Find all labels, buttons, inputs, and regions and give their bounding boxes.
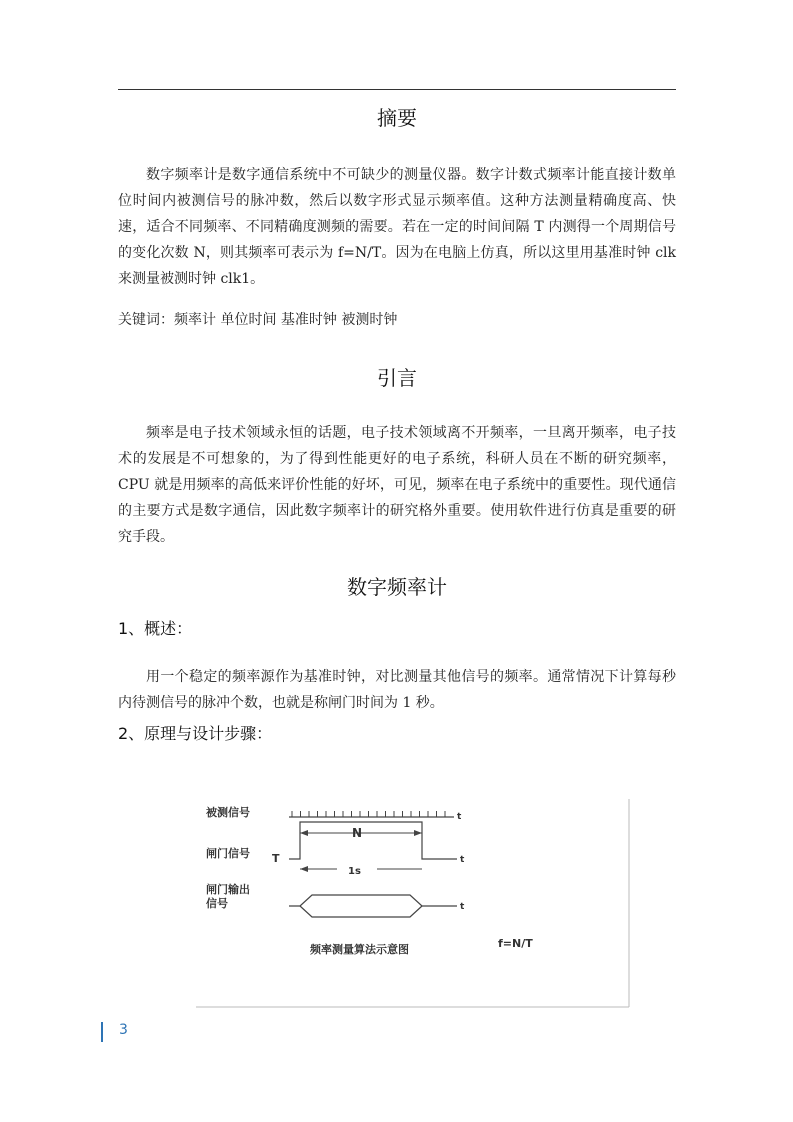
gate-output-t: t bbox=[460, 902, 465, 912]
gate-signal-t: t bbox=[460, 855, 465, 865]
section-1-title: 1、概述： bbox=[118, 619, 193, 638]
gate-output-label-1: 闸门输出 bbox=[206, 883, 250, 896]
timing-diagram-svg bbox=[192, 795, 633, 1010]
figure-caption: 频率测量算法示意图 bbox=[310, 943, 409, 956]
timing-diagram bbox=[192, 795, 633, 1010]
gate-signal-t-label: T bbox=[272, 852, 280, 865]
abstract-body: 数字频率计是数字通信系统中不可缺少的测量仪器。数字计数式频率计能直接计数单位时间内被测信号的脉冲数，然后以数字形式显示频率值。这种方法测量精确度高、快速，适合不同频率、不同精确度测频的需要。若在一定的时间间隔 T 内测得一个周期信号的变化次数 N，则其频率可表示为 f=N/T。因为在电脑上仿真，所以这里用基准时钟 clk 来测量被测时钟 clk1。 bbox=[118, 167, 676, 287]
intro-body: 频率是电子技术领域永恒的话题，电子技术领域离不开频率，一旦离开频率，电子技术的发展是不可想象的，为了得到性能更好的电子系统，科研人员在不断的研究频率，CPU 就是用频率的高低来评价性能的好坏，可见，频率在电子系统中的重要性。现代通信的主要方式是数字通信，因此数字频率计的研究格外重要。使用软件进行仿真是重要的研究手段。 bbox=[118, 425, 676, 545]
page-number: 3 bbox=[119, 1022, 128, 1038]
gate-output-wave-top bbox=[289, 895, 457, 906]
measured-signal-label: 被测信号 bbox=[206, 806, 250, 819]
header-rule bbox=[118, 89, 676, 90]
section-1-body: 用一个稳定的频率源作为基准时钟，对比测量其他信号的频率。通常情况下计算每秒内待测信号的脉冲个数，也就是称闸门时间为 1 秒。 bbox=[118, 669, 676, 711]
page-number-bar bbox=[101, 1022, 103, 1042]
gate-time-label: 1s bbox=[348, 866, 361, 877]
gate-output-label-2: 信号 bbox=[206, 897, 228, 910]
keywords-line: 关键词：频率计 单位时间 基准时钟 被测时钟 bbox=[118, 312, 398, 328]
measured-signal-t: t bbox=[457, 812, 462, 822]
figure-formula: f=N/T bbox=[498, 937, 533, 950]
measured-signal-pulses bbox=[292, 811, 445, 817]
main-title: 数字频率计 bbox=[347, 575, 447, 599]
gate-output-wave-bottom bbox=[300, 906, 422, 917]
gate-signal-wave bbox=[289, 822, 457, 859]
gate-signal-label: 闸门信号 bbox=[206, 847, 250, 860]
section-2-title: 2、原理与设计步骤： bbox=[118, 724, 273, 743]
intro-title: 引言 bbox=[377, 366, 417, 390]
abstract-title: 摘要 bbox=[377, 106, 417, 130]
n-label: N bbox=[352, 826, 363, 840]
